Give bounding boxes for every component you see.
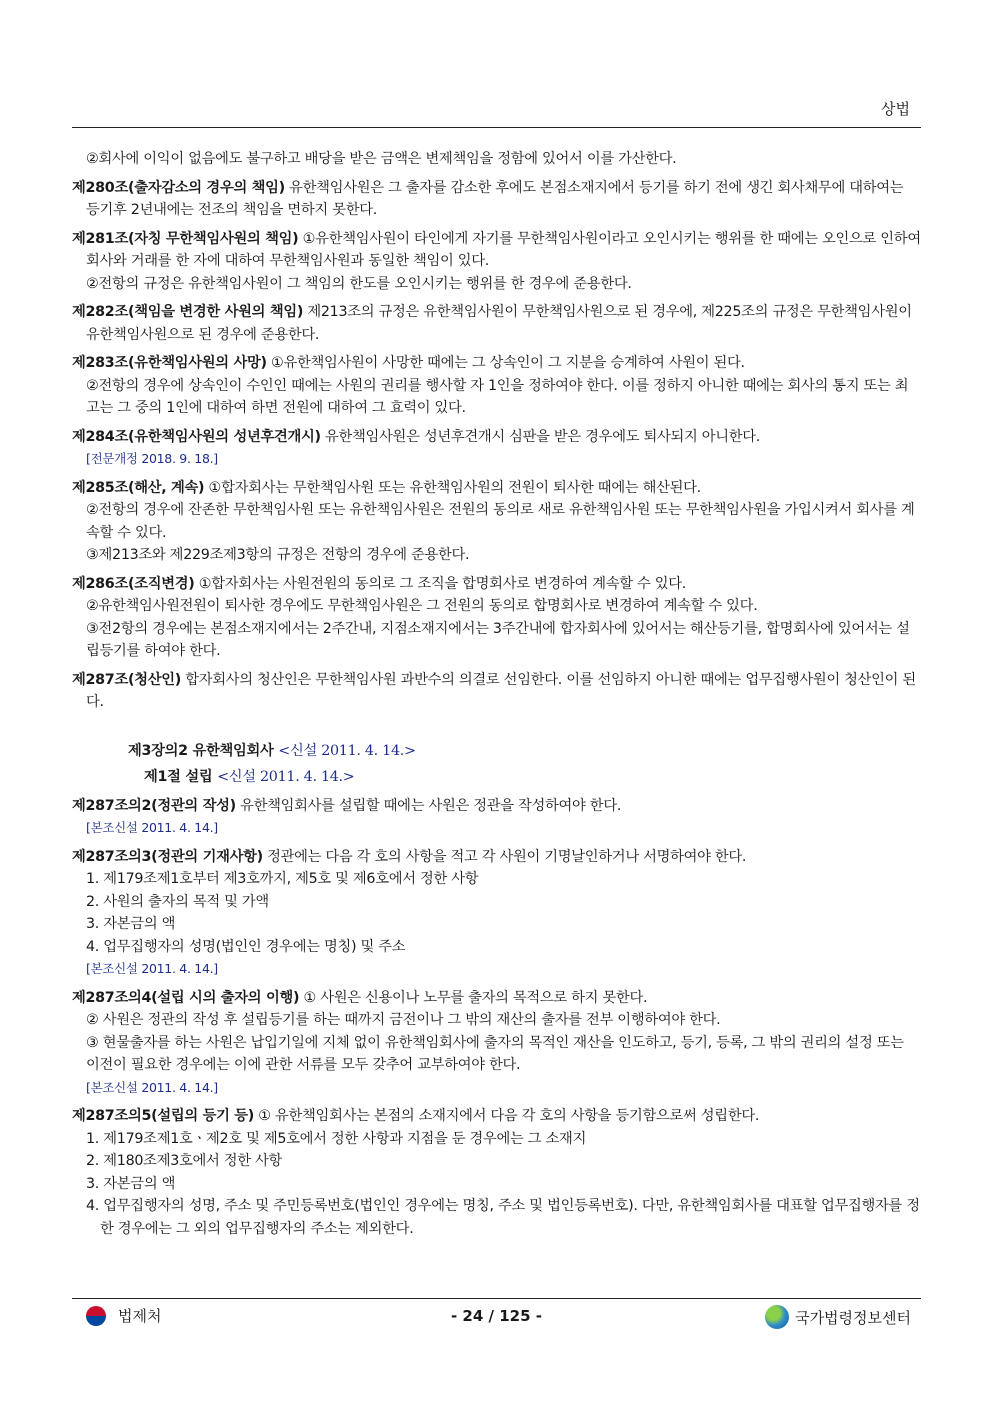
- paragraph: 유한책임회사를 설립할 때에는 사원은 정관을 작성하여야 한다.: [240, 797, 622, 814]
- paragraph: ① 사원은 신용이나 노무를 출자의 목적으로 하지 못한다.: [303, 989, 648, 1006]
- paragraph: ②전항의 규정은 유한책임사원이 그 책임의 한도를 오인시키는 행위를 한 경우에 준용한다.: [86, 275, 632, 292]
- paragraph: ③전2항의 경우에는 본점소재지에서는 2주간내, 지점소재지에서는 3주간내에 합자회사에 있어서는 해산등기를, 합명회사에 있어서는 설립등기를 하여야 한다.: [86, 620, 910, 659]
- paragraph: ③ 현물출자를 하는 사원은 납입기일에 지체 없이 유한책임회사에 출자의 목적인 재산을 인도하고, 등기, 등록, 그 밖의 권리의 설정 또는 이전이 필요한 경우에는 이에 관한 서류를 모두 갖추어 교부하여야 한다.: [86, 1034, 904, 1073]
- footer-right: [765, 1305, 911, 1329]
- list-item: 1. 제179조제1호ㆍ제2호 및 제5호에서 정한 사항과 지점을 둔 경우에는 그 소재지: [86, 1130, 587, 1147]
- chapter-title: 제3장의2 유한책임회사: [128, 742, 274, 759]
- paragraph: ①합자회사는 무한책임사원 또는 유한책임사원의 전원이 퇴사한 때에는 해산된다.: [208, 479, 701, 496]
- list-item: 2. 제180조제3호에서 정한 사항: [86, 1153, 283, 1169]
- header-divider: [72, 127, 921, 128]
- footer-center-name: 국가법령정보센터: [795, 1308, 911, 1327]
- article-282: [72, 301, 921, 346]
- amendment-note: [본조신설 2011. 4. 14.]: [86, 1079, 218, 1095]
- chapter-amend: <신설 2011. 4. 14.>: [278, 742, 416, 759]
- list-item: 1. 제179조제1호부터 제3호까지, 제5호 및 제6호에서 정한 사항: [86, 871, 479, 887]
- article-285: [72, 477, 921, 567]
- article-281: [72, 228, 921, 296]
- paragraph: ③제213조와 제229조제3항의 규정은 전항의 경우에 준용한다.: [86, 547, 470, 563]
- paragraph: ①합자회사는 사원전원의 동의로 그 조직을 합명회사로 변경하여 계속할 수 있다.: [198, 575, 687, 592]
- article-287-5: [72, 1105, 921, 1240]
- paragraph: 제213조의 규정은 유한책임사원이 무한책임사원으로 된 경우에, 제225조의 규정은 무한책임사원이 유한책임사원으로 된 경우에 준용한다.: [86, 304, 912, 343]
- article-title: 제287조의3(정관의 기재사항): [72, 848, 263, 865]
- globe-logo-icon: [765, 1305, 789, 1329]
- paragraph: ②유한책임사원전원이 퇴사한 경우에도 무한책임사원은 그 전원의 동의로 합명회사로 변경하여 계속할 수 있다.: [86, 598, 758, 614]
- law-text: [72, 148, 921, 1246]
- chapter-heading: [72, 740, 921, 763]
- article-title: 제283조(유한책임사원의 사망): [72, 355, 267, 371]
- article-title: 제287조(청산인): [72, 671, 181, 688]
- article-287: [72, 669, 921, 714]
- paragraph: ②전항의 경우에 상속인이 수인인 때에는 사원의 권리를 행사할 자 1인을 정하여야 한다. 이를 정하지 아니한 때에는 회사의 통지 또는 최고는 그 중의 1인에 대하여 하면 전원에 대하여 그 효력이 있다.: [86, 377, 909, 416]
- article-280: [72, 177, 921, 222]
- article-title: 제287조의5(설립의 등기 등): [72, 1108, 255, 1124]
- footer-agency: 법제처: [118, 1307, 162, 1325]
- article-title: 제287조의2(정관의 작성): [72, 797, 236, 814]
- amendment-note: [전문개정 2018. 9. 18.]: [86, 451, 218, 466]
- paragraph: ①유한책임사원이 사망한 때에는 그 상속인이 그 지분을 승계하여 사원이 된다.: [270, 355, 745, 371]
- footer: [72, 1305, 921, 1331]
- article-287-3: [72, 846, 921, 981]
- footer-divider: [72, 1298, 921, 1299]
- list-item: 4. 업무집행자의 성명(법인인 경우에는 명칭) 및 주소: [86, 938, 406, 955]
- article-286: [72, 573, 921, 663]
- article-title: 제285조(해산, 계속): [72, 479, 205, 496]
- article-title: 제280조(출자감소의 경우의 책임): [72, 179, 285, 196]
- amendment-note: [본조신설 2011. 4. 14.]: [86, 820, 218, 835]
- article-title: 제281조(자칭 무한책임사원의 책임): [72, 230, 299, 247]
- article-title: 제286조(조직변경): [72, 575, 195, 592]
- section-amend: <신설 2011. 4. 14.>: [217, 769, 355, 785]
- article-title: 제284조(유한책임사원의 성년후견개시): [72, 428, 321, 445]
- article-283: [72, 352, 921, 420]
- paragraph: 합자회사의 청산인은 무한책임사원 과반수의 의결로 선임한다. 이를 선임하지 아니한 때에는 업무집행사원이 청산인이 된다.: [86, 671, 916, 710]
- paragraph: ①유한책임사원이 타인에게 자기를 무한책임사원이라고 오인시키는 행위를 한 때에는 오인으로 인하여 회사와 거래를 한 자에 대하여 무한책임사원과 동일한 책임이 있다.: [86, 230, 921, 269]
- paragraph: ②회사에 이익이 없음에도 불구하고 배당을 받은 금액은 변제책임을 정함에 있어서 이를 가산한다.: [86, 151, 677, 167]
- paragraph: ②전항의 경우에 잔존한 무한책임사원 또는 유한책임사원은 전원의 동의로 새로 유한책임사원 또는 무한책임사원을 가입시켜서 회사를 계속할 수 있다.: [86, 502, 915, 541]
- amendment-note: [본조신설 2011. 4. 14.]: [86, 961, 218, 976]
- list-item: 3. 자본금의 액: [86, 916, 176, 932]
- article-title: 제282조(책임을 변경한 사원의 책임): [72, 304, 304, 320]
- list-item: 3. 자본금의 액: [86, 1175, 176, 1192]
- paragraph: ① 유한책임회사는 본점의 소재지에서 다음 각 호의 사항을 등기함으로써 성립한다.: [258, 1108, 760, 1124]
- section-heading: [72, 766, 921, 789]
- paragraph: 유한책임사원은 성년후견개시 심판을 받은 경우에도 퇴사되지 아니한다.: [325, 428, 761, 445]
- document-title: 상법: [881, 100, 910, 118]
- paragraph: ② 사원은 정관의 작성 후 설립등기를 하는 때까지 금전이나 그 밖의 재산의 출자를 전부 이행하여야 한다.: [86, 1012, 721, 1028]
- paragraph: 유한책임사원은 그 출자를 감소한 후에도 본점소재지에서 등기를 하기 전에 생긴 회사채무에 대하여는 등기후 2년내에는 전조의 책임을 면하지 못한다.: [86, 179, 904, 218]
- article-284: [72, 426, 921, 471]
- list-item: 2. 사원의 출자의 목적 및 가액: [86, 893, 269, 910]
- article-287-2: [72, 795, 921, 840]
- page-number: - 24 / 125 -: [450, 1307, 542, 1325]
- article-287-4: [72, 987, 921, 1100]
- section-title: 제1절 설립: [144, 769, 213, 785]
- paragraph: 정관에는 다음 각 호의 사항을 적고 각 사원이 기명날인하거나 서명하여야 한다.: [267, 848, 747, 865]
- list-item: 4. 업무집행자의 성명, 주소 및 주민등록번호(법인인 경우에는 명칭, 주소 및 법인등록번호). 다만, 유한책임회사를 대표할 업무집행자를 정한 경우에는 그 외의 업무집행자의 주소는 제외한다.: [86, 1198, 920, 1237]
- article-title: 제287조의4(설립 시의 출자의 이행): [72, 989, 300, 1006]
